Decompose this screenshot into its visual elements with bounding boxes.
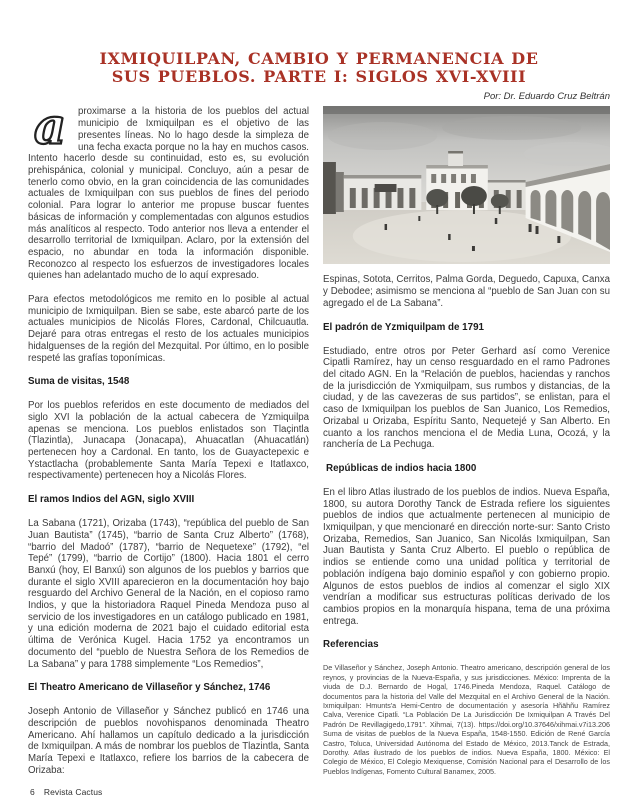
heading-theatro-americano: El Theatro Americano de Villaseñor y Sánchez, 1746 [28, 682, 271, 694]
intro-paragraph-text: proximarse a la historia de los pueblos del actual municipio de Ixmiquilpan es el objetivo de las presentes líneas. No lo hago desde la simpleza de una fecha exacta porque no la hay en muchos casos. Intento hacerlo desde su continuidad, esto es, su evolución prehispánica, colonial y municipal. Concluyo, aún a pesar de tenerlo como obvio, en la gran coincidencia de las comunidades actuales de Ixmiquilpan con sus pueblos de fines del periodo colonial. Para lograr lo anterior me propuse buscar fuentes básicas de información y complementadas con algunos estudios más analíticos al respecto. Todo anterior nos lleva a entender el desarrollo territorial de Ixmiquilpan. Aclaro, por la extensión del espacio, no abundar en toda la información disponible. Reconozco al respecto los esfuerzos de investigadores locales quienes han adelantado mucho de lo aquí expresado. [28, 106, 309, 282]
espinas-paragraph: Espinas, Sotota, Cerritos, Palma Gorda, Deguedo, Capuxa, Canxa y Debodee; asimismo se menciona al “pueblo de San Juan con su agregado el de La Sabana”. [323, 274, 610, 309]
padron-paragraph: Estudiado, entre otros por Peter Gerhard así como Verenice Cipatli Ramírez, hay un censo resguardado en el ramo Padrones del citado AGN. En la “Relación de pueblos, haciendas y ranchos de la jurisdicción de Yxmiquilpam, sus rumbos y distancias, de la ciudad, y de las cavezeras de sus partidos”, se enlistan, para el caso de Ixmiquilpan los pueblos de San Juanico, Los Remedios, Orizabal u Orizaba, Espíritu Santo, Nequetejé y San Alberto. En cuanto a los ranchos menciona el de Media Luna, Ocozá, y la ranchería de La Pechuga. [323, 345, 610, 451]
plaza-photo [323, 106, 610, 264]
heading-republicas: Repúblicas de indios hacia 1800 [326, 462, 477, 474]
methodology-paragraph: Para efectos metodológicos me remito en lo posible al actual municipio de Ixmiquilpan. Bien se sabe, este abarcó parte de los actuales municipios de Nicolás Flores, Cardonal, Chilcuautla. Dejaré para otras entregas el resto de los actuales municipios hidalguenses de la región del Mezquital. Por último, en lo posible respeté las grafías toponímicas. [28, 294, 309, 364]
heading-padron: El padrón de Yzmiquilpam de 1791 [323, 321, 484, 333]
article-title-line2: SUS PUEBLOS. PARTE I: SIGLOS XVI-XVIII [111, 67, 527, 87]
intro-paragraph [28, 106, 309, 282]
article-columns [28, 106, 610, 788]
suma-paragraph: Por los pueblos referidos en este documento de mediados del siglo XVI la población de la actual cabecera de Yzmiquilpa apenas se menciona. Los pueblos enlistados son Tlaçintla (Tlazintla), Junacapa (Jonacapa), Ahuacatlan (Ahuacatlán) pertenecen hoy a Cardonal. En tanto, los de Guayactepexic e Ystactlacha (probablemente Santa María Tepexi e Itatlaxco, respectivamente) pertenecen hoy a Nicolás Flores. [28, 400, 309, 482]
right-column [323, 106, 610, 788]
left-column [28, 106, 309, 788]
photo-left-buildings [344, 175, 421, 210]
byline: Por: Dr. Eduardo Cruz Beltrán [483, 91, 610, 103]
heading-ramos-indios: El ramos Indios del AGN, siglo XVIII [28, 494, 195, 506]
ramos-paragraph: La Sabana (1721), Orizaba (1743), “república del pueblo de San Juan Bautista” (1745), “barrio de Santa Cruz Alberto” (1768), “barrio del Madoó” (1787), “barrio de Nequetexe” (1792), “el Tepé” (1799), “barrio de Cortijo” (1800). Hacia 1801 el cerro Banxú (hoy, El Banxú) son algunos de los pueblos y barrios que durante el siglo XVIII aparecieron en la documentación hoy bajo resguardo del Archivo General de la Nación, en el copioso ramo Indios, y que la historiadora Raquel Pineda Mendoza puso al servicio de los investigadores en un catálogo publicado en 1981, y una edición moderna de 2021 bajo el cuidado editorial esta última de Verónica Kugel. Hacia 1752 ya encontramos un documento del “pueblo de Nuestra Señora de los Remedios de La Sabana” y para 1788 simplemente “Los Remedios”, [28, 518, 309, 670]
theatro-paragraph: Joseph Antonio de Villaseñor y Sánchez publicó en 1746 una descripción de pueblos novohispanos denominada Theatro Americano. Ahí hallamos un capítulo dedicado a la jurisdicción de Ixmiquilpan. A más de nombrar los pueblos de Tlazintla, Santa María Tepexi e Itatlaxco, refiere los barrios de la cabecera de Orizaba: [28, 706, 309, 776]
republicas-paragraph: En el libro Atlas ilustrado de los pueblos de indios. Nueva España, 1800, su autora Dorothy Tanck de Estrada refiere los siguientes pueblos de indios que actualmente pertenecen al municipio de Ixmiquilpan, y que mencionaré en dirección norte-sur: Santo Cristo Orizaba, Remedios, San Juanico, San Nicolás Ixmiquilpan, San Juan Bautista y Santa Cruz Alberto. El pueblo o república de indios se entiende como una unidad política y territorial de población indígena bajo dominio español y con gobierno propio. Algunos de estos pueblos de indios al comenzar el siglo XIX vendrían a modificar sus estructuras políticas derivado de los cambios propios en la monarquía hispana, tema de una próxima entrega. [323, 486, 610, 627]
article-title [28, 50, 610, 86]
magazine-name: Revista Cactus [43, 787, 103, 797]
article-title-line1: IXMIQUILPAN, CAMBIO Y PERMANENCIA DE [99, 49, 539, 68]
referencias-paragraph: De Villaseñor y Sánchez, Joseph Antonio. Theatro americano, descripción general de los reynos, y provincias de la Nueva-España, y sus jurisdicciones. México: Imprenta de la viuda de D.J. Bernardo de Hogal, 1746.Pineda Mendoza, Raquel. Catálogo de documentos para la historia del Valle del Mezquital en el Archivo General de la Nación. Ixmiquilpan: Hmunts'a Hemi-Centro de documentación y asesoría Hñähñu Ramírez Calva, Verenice Cipatli. “La Población De La Jurisdicción De Ixmiquilpan A Través Del Padrón De Revillagigedo,1791”. Xihmai, 7(13). https://doi.org/10.37646/xihmai.v7i13.206 Suma de visitas de pueblos de la Nueva España, 1548-1550. Edición de René García Castro, Toluca, Universidad Autónoma del Estado de México, 2013.Tanck de Estrada, Dorothy. Atlas ilustrado de los pueblos de indios. Nueva España, 1800. México: El Colegio de México, El Colegio Mexiquense, Comisión Nacional para el Desarrollo de los Pueblos Indígenas, Fomento Cultural Banamex, 2005. [323, 663, 610, 776]
dropcap-letter: a [33, 107, 67, 150]
heading-suma-de-visitas: Suma de visitas, 1548 [28, 376, 130, 388]
heading-referencias: Referencias [323, 639, 379, 651]
page-number: 6 [30, 787, 35, 797]
dropcap-initial-icon [28, 107, 72, 149]
page-footer [30, 787, 102, 797]
